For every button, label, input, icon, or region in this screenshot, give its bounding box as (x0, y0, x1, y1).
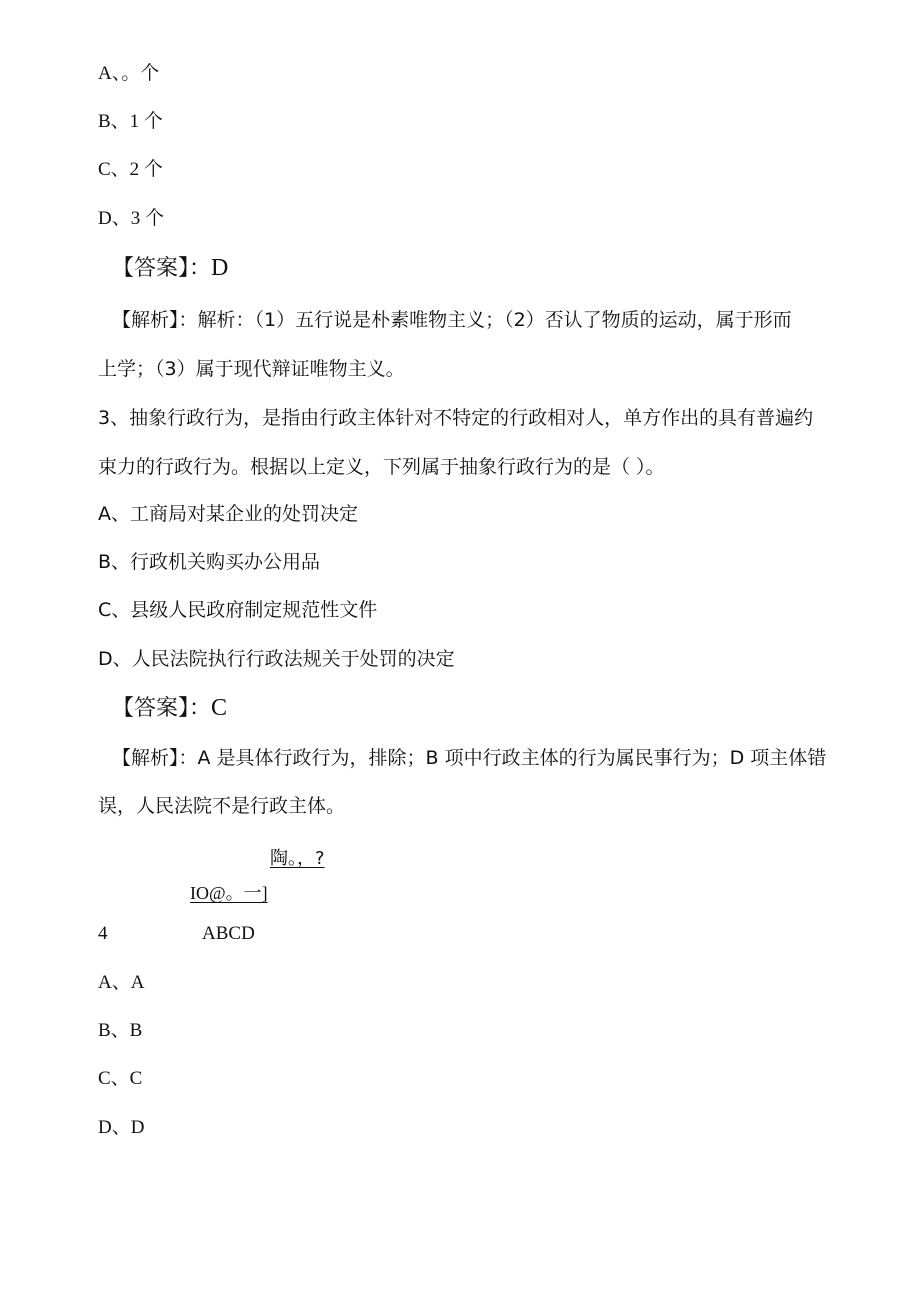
q2-answer (112, 256, 228, 281)
q4-figure-text-top: 陶。，? (270, 848, 325, 869)
q3-option-b: B、行政机关购买办公用品 (98, 551, 321, 573)
q3-analysis-line-1: 【解析】：A 是具体行政行为，排除；B 项中行政主体的行为属民事行为；D 项主体错 (112, 747, 827, 769)
q3-option-c: C、县级人民政府制定规范性文件 (98, 599, 378, 621)
q4-figure-text-bottom: IO@。一] (190, 883, 268, 903)
q2-option-d: D、3 个 (98, 208, 164, 229)
q4-option-a: A、A (98, 972, 145, 993)
q2-answer-value: D (211, 255, 229, 281)
q3-answer (112, 696, 227, 721)
q4-number: 4 (98, 923, 108, 944)
q2-option-b: B、1 个 (98, 111, 163, 132)
q3-option-a: A、工商局对某企业的处罚决定 (98, 503, 358, 525)
q4-choice-labels: ABCD (202, 923, 255, 944)
q3-answer-value: C (211, 695, 228, 721)
q4-option-b: B、B (98, 1020, 143, 1041)
q3-analysis-line-2: 误，人民法院不是行政主体。 (98, 795, 346, 817)
q4-option-c: C、C (98, 1068, 143, 1089)
q2-option-a: A、。个 (98, 63, 160, 84)
q3-stem-line-2: 束力的行政行为。根据以上定义，下列属于抽象行政行为的是（ ）。 (98, 456, 665, 478)
q2-option-c: C、2 个 (98, 159, 163, 180)
q2-analysis-line-2: 上学；（3）属于现代辩证唯物主义。 (98, 358, 405, 380)
q4-option-d: D、D (98, 1117, 145, 1138)
q2-analysis-line-1: 【解析】：解析：（1）五行说是朴素唯物主义；（2）否认了物质的运动，属于形而 (112, 309, 792, 331)
q3-stem-line-1: 3、抽象行政行为，是指由行政主体针对不特定的行政相对人，单方作出的具有普遍约 (98, 407, 814, 429)
q3-option-d: D、人民法院执行行政法规关于处罚的决定 (98, 648, 455, 670)
q3-answer-label: 【答案】： (112, 696, 212, 721)
q2-answer-label: 【答案】： (112, 256, 212, 281)
